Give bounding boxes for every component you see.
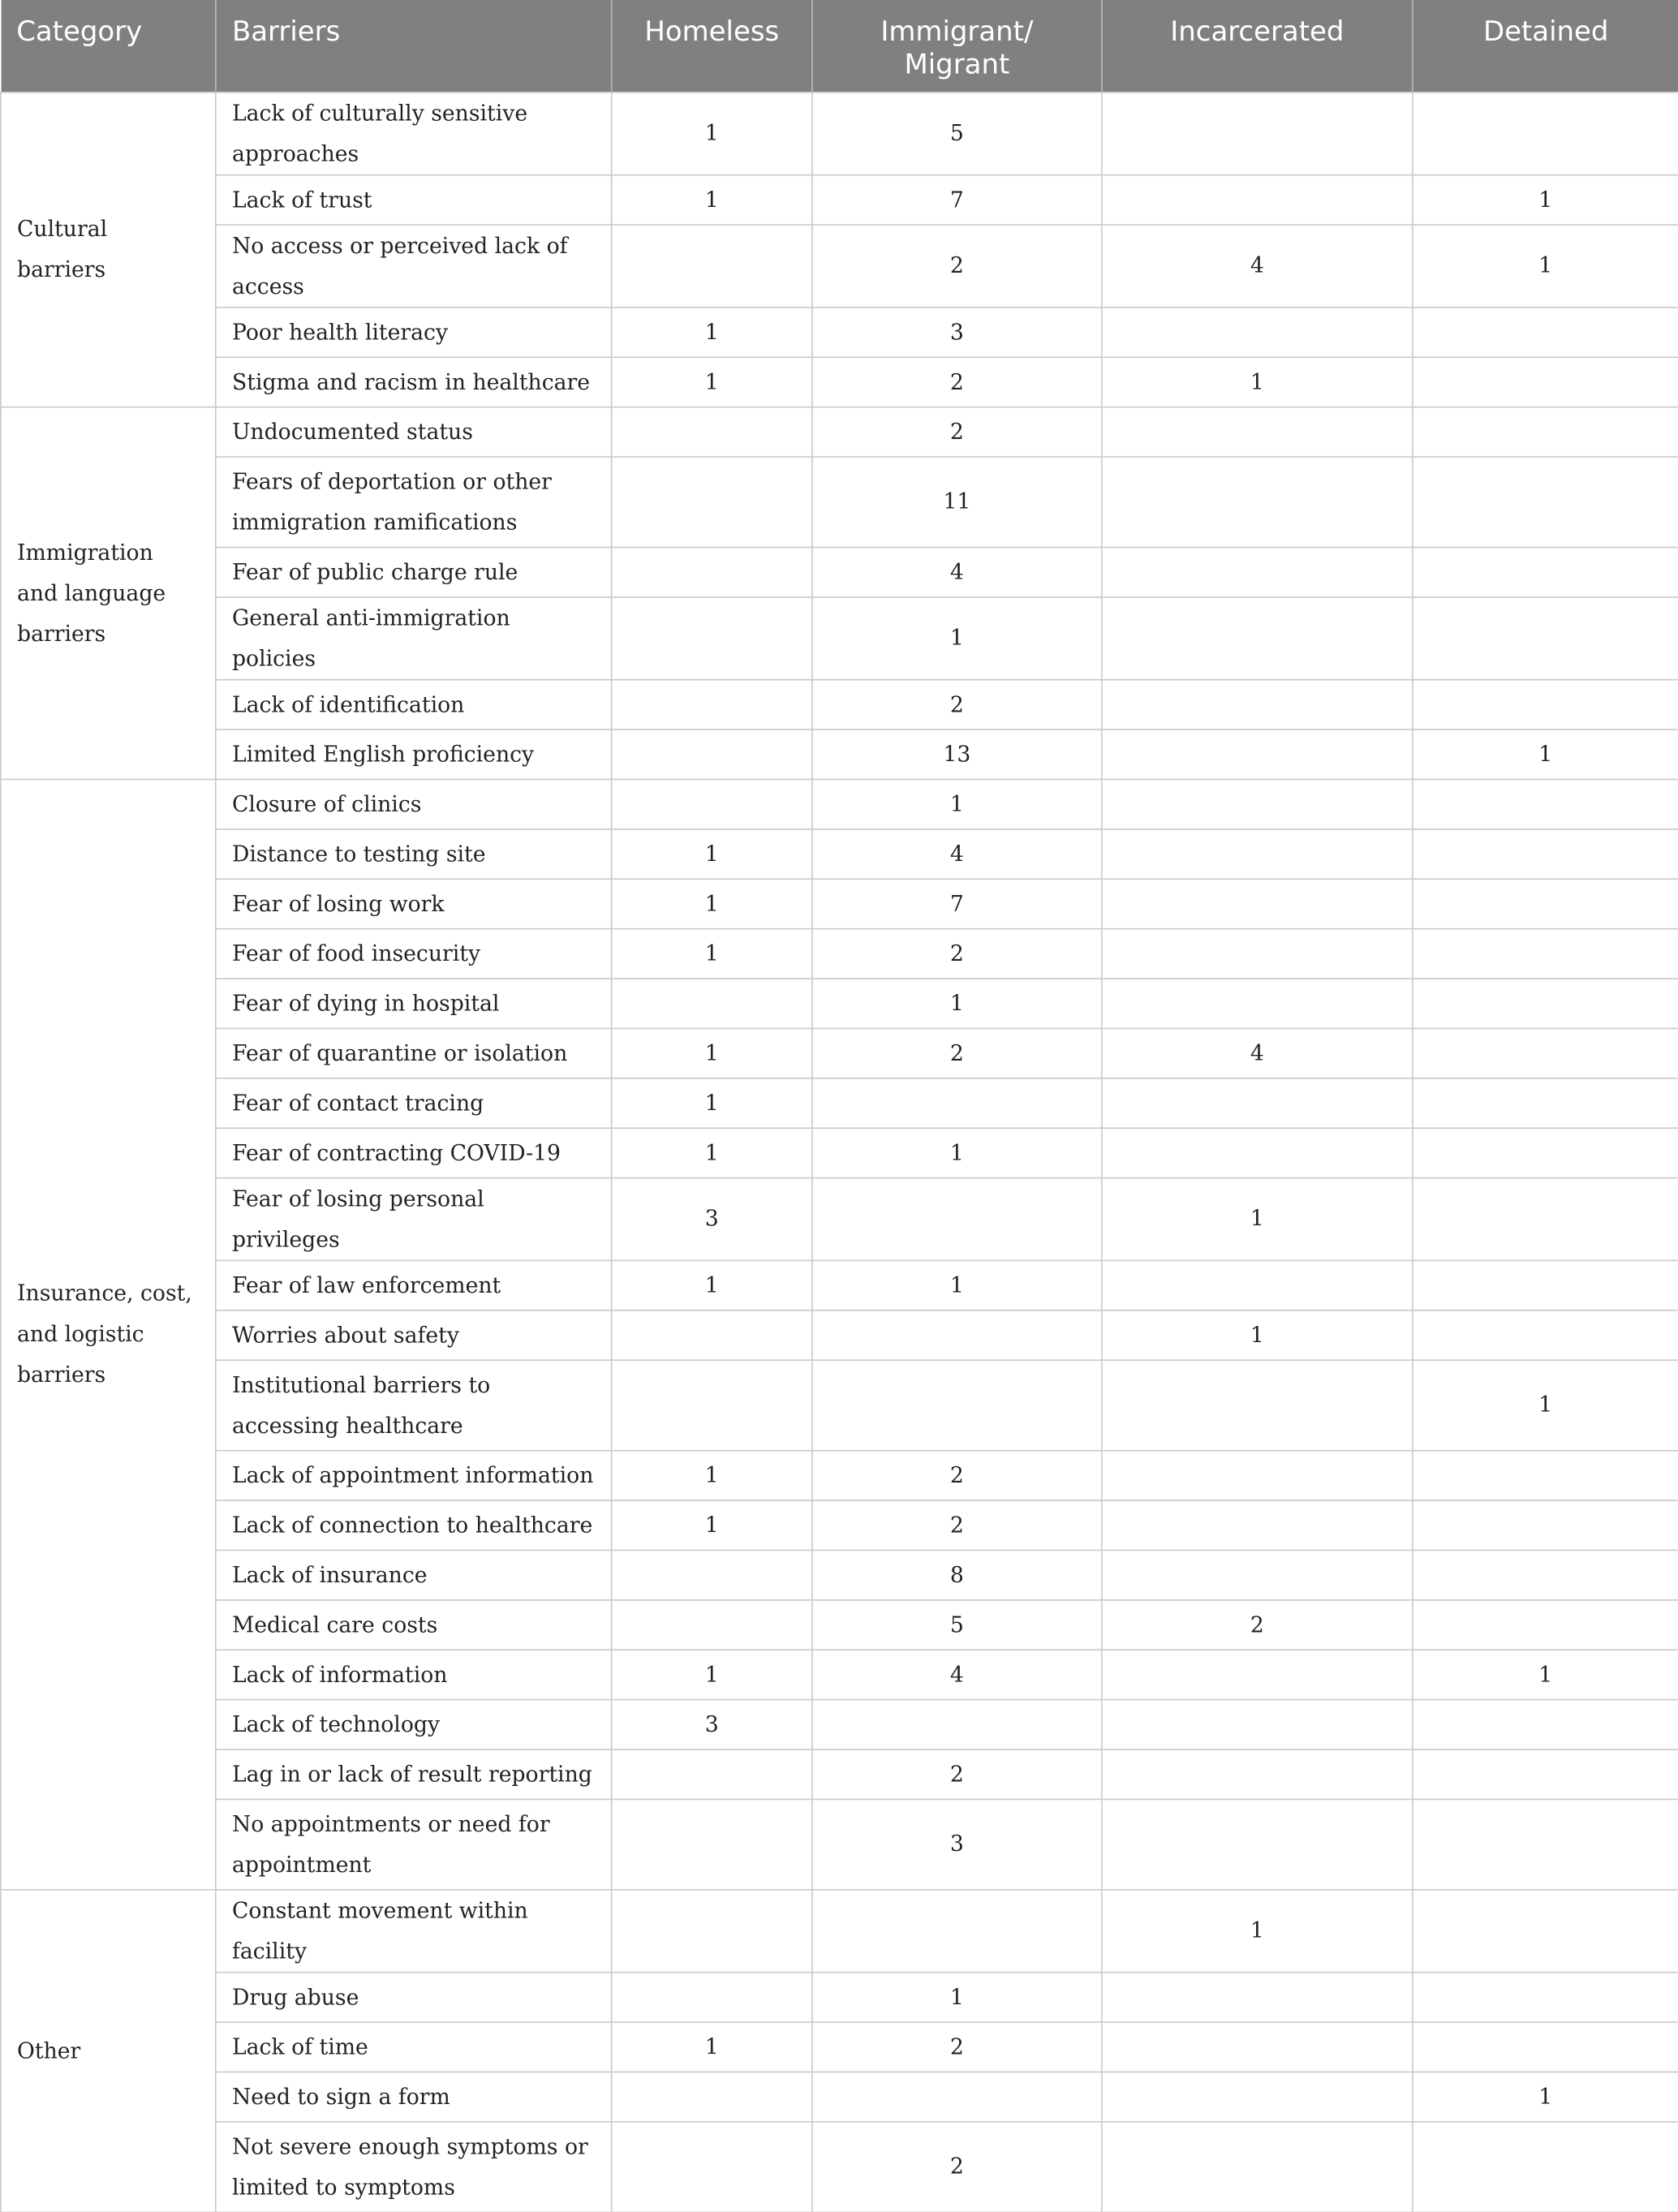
homeless-count-cell [612, 679, 812, 729]
detained-count-cell [1413, 1450, 1678, 1500]
incarcerated-count-cell [1102, 547, 1413, 596]
incarcerated-count-cell [1102, 928, 1413, 978]
detained-count-cell [1413, 407, 1678, 456]
homeless-count-cell: 1 [612, 928, 812, 978]
incarcerated-count-cell [1102, 596, 1413, 679]
header-row [1, 0, 1678, 92]
homeless-count-cell: 1 [612, 1028, 812, 1078]
category-cell: Immigration and language barriers [1, 407, 216, 779]
immigrant-count-cell [812, 1359, 1102, 1449]
barrier-cell: No access or perceived lack of access [216, 224, 612, 307]
category-cell: Cultural barriers [1, 92, 216, 407]
detained-count-cell [1413, 679, 1678, 729]
immigrant-count-cell: 2 [812, 1500, 1102, 1549]
homeless-count-cell [612, 2072, 812, 2121]
table-row [1, 356, 1678, 406]
immigrant-count-cell: 8 [812, 1550, 1102, 1599]
homeless-count-cell [612, 1550, 812, 1599]
homeless-count-cell: 1 [612, 356, 812, 406]
detained-count-cell: 1 [1413, 2072, 1678, 2121]
detained-count-cell: 1 [1413, 224, 1678, 307]
incarcerated-count-cell [1102, 1450, 1413, 1500]
table-row [1, 1599, 1678, 1649]
homeless-count-cell: 1 [612, 828, 812, 878]
table-row [1, 547, 1678, 596]
incarcerated-count-cell [1102, 878, 1413, 927]
detained-count-cell [1413, 1599, 1678, 1649]
detained-count-cell [1413, 307, 1678, 356]
homeless-count-cell: 1 [612, 2021, 812, 2071]
incarcerated-count-cell [1102, 2072, 1413, 2121]
barrier-cell: Lack of trust [216, 174, 612, 224]
homeless-count-cell [612, 1972, 812, 2021]
immigrant-count-cell: 13 [812, 729, 1102, 778]
homeless-count-cell [612, 1310, 812, 1359]
immigrant-count-cell: 2 [812, 2021, 1102, 2071]
detained-count-cell: 1 [1413, 1359, 1678, 1449]
detained-count-cell [1413, 1127, 1678, 1177]
incarcerated-count-cell [1102, 307, 1413, 356]
incarcerated-count-cell: 4 [1102, 224, 1413, 307]
barrier-cell: Lack of insurance [216, 1550, 612, 1599]
barrier-cell: Fear of law enforcement [216, 1260, 612, 1310]
barrier-cell: Fear of quarantine or isolation [216, 1028, 612, 1078]
homeless-count-cell [612, 1599, 812, 1649]
incarcerated-count-cell [1102, 779, 1413, 828]
detained-count-cell [1413, 2121, 1678, 2211]
detained-count-cell [1413, 92, 1678, 174]
barrier-cell: Lag in or lack of result reporting [216, 1749, 612, 1798]
incarcerated-count-cell [1102, 407, 1413, 456]
homeless-count-cell: 1 [612, 174, 812, 224]
immigrant-count-cell: 1 [812, 1972, 1102, 2021]
table-row [1, 2021, 1678, 2071]
table-row [1, 878, 1678, 927]
table-row [1, 224, 1678, 307]
homeless-count-cell [612, 224, 812, 307]
barrier-cell: Lack of culturally sensitive approaches [216, 92, 612, 174]
homeless-count-cell: 1 [612, 1260, 812, 1310]
detained-count-cell [1413, 356, 1678, 406]
barrier-cell: Lack of time [216, 2021, 612, 2071]
table-row [1, 1078, 1678, 1127]
barrier-cell: Lack of appointment information [216, 1450, 612, 1500]
barrier-cell: Poor health literacy [216, 307, 612, 356]
table-row [1, 679, 1678, 729]
immigrant-count-cell: 2 [812, 2121, 1102, 2211]
incarcerated-count-cell [1102, 174, 1413, 224]
incarcerated-count-cell [1102, 1749, 1413, 1798]
table-row [1, 1310, 1678, 1359]
detained-count-cell [1413, 1028, 1678, 1078]
table-row [1, 1127, 1678, 1177]
barrier-cell: Need to sign a form [216, 2072, 612, 2121]
incarcerated-count-cell [1102, 456, 1413, 546]
barrier-cell: Stigma and racism in healthcare [216, 356, 612, 406]
table-row [1, 1972, 1678, 2021]
incarcerated-count-cell: 1 [1102, 1889, 1413, 1972]
detained-count-cell [1413, 978, 1678, 1027]
incarcerated-count-cell [1102, 1500, 1413, 1549]
incarcerated-count-cell [1102, 1078, 1413, 1127]
incarcerated-count-cell: 1 [1102, 1310, 1413, 1359]
immigrant-count-cell: 1 [812, 1260, 1102, 1310]
category-cell: Insurance, cost, and logistic barriers [1, 779, 216, 1889]
barrier-cell: Undocumented status [216, 407, 612, 456]
immigrant-count-cell: 2 [812, 356, 1102, 406]
barrier-cell: Lack of information [216, 1649, 612, 1698]
incarcerated-count-cell: 2 [1102, 1599, 1413, 1649]
barrier-cell: Fear of public charge rule [216, 547, 612, 596]
barrier-cell: Fear of contact tracing [216, 1078, 612, 1127]
homeless-count-cell [612, 978, 812, 1027]
immigrant-count-cell: 2 [812, 928, 1102, 978]
homeless-count-cell: 1 [612, 92, 812, 174]
incarcerated-count-cell: 4 [1102, 1028, 1413, 1078]
homeless-count-cell: 1 [612, 1500, 812, 1549]
immigrant-count-cell [812, 1177, 1102, 1260]
header-immigrant-migrant: Immigrant/ Migrant [812, 0, 1102, 92]
immigrant-count-cell: 2 [812, 1749, 1102, 1798]
barrier-cell: Fear of losing work [216, 878, 612, 927]
detained-count-cell [1413, 878, 1678, 927]
table-row [1, 407, 1678, 456]
incarcerated-count-cell [1102, 978, 1413, 1027]
immigrant-count-cell: 4 [812, 1649, 1102, 1698]
immigrant-count-cell: 11 [812, 456, 1102, 546]
detained-count-cell [1413, 779, 1678, 828]
detained-count-cell [1413, 1889, 1678, 1972]
table-row [1, 1749, 1678, 1798]
homeless-count-cell [612, 729, 812, 778]
immigrant-count-cell: 1 [812, 779, 1102, 828]
incarcerated-count-cell [1102, 92, 1413, 174]
detained-count-cell: 1 [1413, 1649, 1678, 1698]
incarcerated-count-cell [1102, 1799, 1413, 1889]
homeless-count-cell: 1 [612, 307, 812, 356]
immigrant-count-cell: 2 [812, 1450, 1102, 1500]
immigrant-count-cell: 2 [812, 407, 1102, 456]
homeless-count-cell [612, 547, 812, 596]
immigrant-count-cell: 2 [812, 1028, 1102, 1078]
barrier-cell: Distance to testing site [216, 828, 612, 878]
barrier-cell: Limited English proficiency [216, 729, 612, 778]
table-row [1, 1550, 1678, 1599]
homeless-count-cell [612, 779, 812, 828]
detained-count-cell [1413, 547, 1678, 596]
category-cell: Other [1, 1889, 216, 2211]
immigrant-count-cell [812, 1699, 1102, 1749]
homeless-count-cell [612, 1889, 812, 1972]
barrier-cell: Fear of dying in hospital [216, 978, 612, 1027]
immigrant-count-cell: 4 [812, 828, 1102, 878]
immigrant-count-cell: 2 [812, 679, 1102, 729]
table-row [1, 1500, 1678, 1549]
incarcerated-count-cell [1102, 1359, 1413, 1449]
table-row [1, 1359, 1678, 1449]
table-row [1, 1699, 1678, 1749]
barrier-cell: Constant movement within facility [216, 1889, 612, 1972]
barrier-cell: Not severe enough symptoms or limited to symptoms [216, 2121, 612, 2211]
incarcerated-count-cell [1102, 828, 1413, 878]
table-row [1, 928, 1678, 978]
homeless-count-cell: 1 [612, 1649, 812, 1698]
incarcerated-count-cell [1102, 1550, 1413, 1599]
incarcerated-count-cell [1102, 1260, 1413, 1310]
table-row [1, 828, 1678, 878]
barrier-cell: Medical care costs [216, 1599, 612, 1649]
barrier-cell: Drug abuse [216, 1972, 612, 2021]
detained-count-cell [1413, 828, 1678, 878]
barrier-cell: Lack of technology [216, 1699, 612, 1749]
detained-count-cell: 1 [1413, 174, 1678, 224]
table-row [1, 1799, 1678, 1889]
immigrant-count-cell [812, 2072, 1102, 2121]
table-row [1, 1450, 1678, 1500]
immigrant-count-cell: 5 [812, 1599, 1102, 1649]
barrier-cell: Closure of clinics [216, 779, 612, 828]
incarcerated-count-cell [1102, 2121, 1413, 2211]
incarcerated-count-cell [1102, 1972, 1413, 2021]
barrier-cell: General anti-immigration policies [216, 596, 612, 679]
table-row [1, 2121, 1678, 2211]
immigrant-count-cell: 1 [812, 978, 1102, 1027]
table-row [1, 1649, 1678, 1698]
table-header [1, 0, 1678, 92]
incarcerated-count-cell: 1 [1102, 356, 1413, 406]
table-row [1, 456, 1678, 546]
incarcerated-count-cell [1102, 679, 1413, 729]
homeless-count-cell [612, 1359, 812, 1449]
barrier-cell: Institutional barriers to accessing healthcare [216, 1359, 612, 1449]
immigrant-count-cell [812, 1078, 1102, 1127]
immigrant-count-cell: 3 [812, 1799, 1102, 1889]
immigrant-count-cell: 7 [812, 174, 1102, 224]
table-row [1, 1177, 1678, 1260]
immigrant-count-cell: 2 [812, 224, 1102, 307]
barrier-cell: Lack of identification [216, 679, 612, 729]
immigrant-count-cell: 5 [812, 92, 1102, 174]
header-homeless: Homeless [612, 0, 812, 92]
homeless-count-cell: 1 [612, 1078, 812, 1127]
detained-count-cell [1413, 596, 1678, 679]
barrier-cell: Fear of losing personal privileges [216, 1177, 612, 1260]
detained-count-cell [1413, 928, 1678, 978]
immigrant-count-cell: 3 [812, 307, 1102, 356]
homeless-count-cell [612, 1749, 812, 1798]
immigrant-count-cell [812, 1310, 1102, 1359]
incarcerated-count-cell [1102, 729, 1413, 778]
detained-count-cell [1413, 1799, 1678, 1889]
barrier-cell: Lack of connection to healthcare [216, 1500, 612, 1549]
immigrant-count-cell: 4 [812, 547, 1102, 596]
immigrant-count-cell: 1 [812, 1127, 1102, 1177]
homeless-count-cell [612, 1799, 812, 1889]
table-row [1, 729, 1678, 778]
detained-count-cell [1413, 1699, 1678, 1749]
barrier-cell: Worries about safety [216, 1310, 612, 1359]
header-detained: Detained [1413, 0, 1678, 92]
barrier-cell: Fears of deportation or other immigration ramifications [216, 456, 612, 546]
table-row [1, 978, 1678, 1027]
detained-count-cell [1413, 2021, 1678, 2071]
incarcerated-count-cell: 1 [1102, 1177, 1413, 1260]
detained-count-cell [1413, 1550, 1678, 1599]
immigrant-count-cell: 1 [812, 596, 1102, 679]
detained-count-cell [1413, 1310, 1678, 1359]
homeless-count-cell: 1 [612, 878, 812, 927]
homeless-count-cell [612, 596, 812, 679]
header-category: Category [1, 0, 216, 92]
incarcerated-count-cell [1102, 1699, 1413, 1749]
barrier-cell: Fear of contracting COVID-19 [216, 1127, 612, 1177]
immigrant-count-cell [812, 1889, 1102, 1972]
detained-count-cell [1413, 1972, 1678, 2021]
incarcerated-count-cell [1102, 1649, 1413, 1698]
homeless-count-cell [612, 2121, 812, 2211]
immigrant-count-cell: 7 [812, 878, 1102, 927]
incarcerated-count-cell [1102, 1127, 1413, 1177]
detained-count-cell [1413, 1749, 1678, 1798]
homeless-count-cell: 3 [612, 1177, 812, 1260]
header-barriers: Barriers [216, 0, 612, 92]
detained-count-cell [1413, 1177, 1678, 1260]
detained-count-cell [1413, 1260, 1678, 1310]
barrier-cell: No appointments or need for appointment [216, 1799, 612, 1889]
table-row [1, 307, 1678, 356]
table-row [1, 2072, 1678, 2121]
incarcerated-count-cell [1102, 2021, 1413, 2071]
table-row [1, 779, 1678, 828]
table-row [1, 1028, 1678, 1078]
detained-count-cell [1413, 456, 1678, 546]
table-row [1, 1260, 1678, 1310]
detained-count-cell [1413, 1500, 1678, 1549]
table-row [1, 596, 1678, 679]
detained-count-cell: 1 [1413, 729, 1678, 778]
table-row [1, 1889, 1678, 1972]
header-incarcerated: Incarcerated [1102, 0, 1413, 92]
table-body [1, 92, 1678, 2211]
table-row [1, 174, 1678, 224]
table-row [1, 92, 1678, 174]
barrier-cell: Fear of food insecurity [216, 928, 612, 978]
homeless-count-cell: 1 [612, 1127, 812, 1177]
homeless-count-cell: 3 [612, 1699, 812, 1749]
detained-count-cell [1413, 1078, 1678, 1127]
homeless-count-cell [612, 456, 812, 546]
homeless-count-cell [612, 407, 812, 456]
homeless-count-cell: 1 [612, 1450, 812, 1500]
